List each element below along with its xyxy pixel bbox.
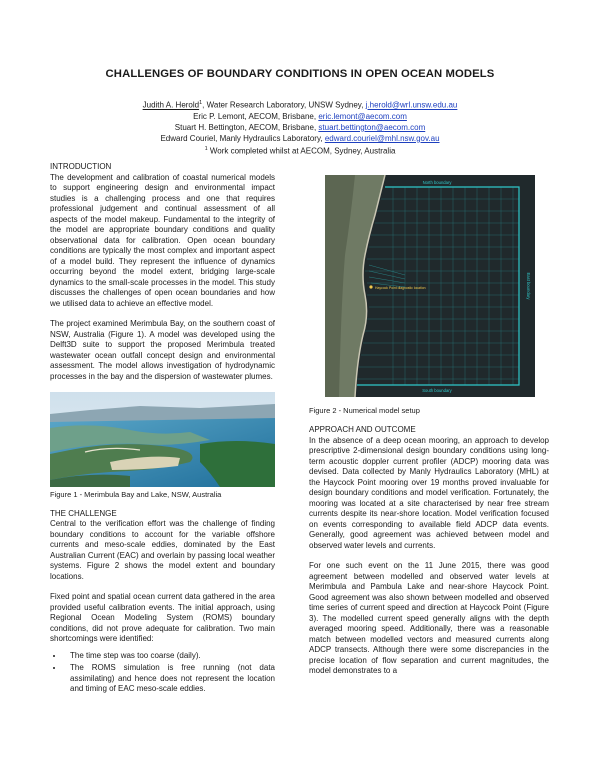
author-org: Stuart H. Bettington, AECOM, Brisbane, bbox=[174, 122, 319, 132]
intro-paragraph-2: The project examined Merimbula Bay, on the southern coast of NSW, Australia (Figure 1). A model was developed using the Delft3D suite to support the proposed Merimbula treated wastewater ocean outfall concept design and environmental assessment. The model allows investigation of hydrodynamic processes in the bay and the dispersion of wastewater plumes. bbox=[50, 319, 275, 381]
shortcomings-list bbox=[50, 651, 275, 695]
north-boundary-label: North boundary bbox=[422, 180, 452, 185]
list-item: • The ROMS simulation is free running (not data assimilating) and hence does not represent the location and timing of EAC meso-scale eddies. bbox=[64, 663, 275, 695]
figure-2-caption: Figure 2 - Numerical model setup bbox=[309, 406, 420, 415]
left-column bbox=[50, 162, 275, 697]
figure-2-model-map bbox=[325, 175, 535, 397]
author-email-link[interactable]: j.herold@wrl.unsw.edu.au bbox=[365, 100, 458, 110]
east-boundary-label: East boundary bbox=[526, 272, 531, 300]
author-line-4 bbox=[0, 133, 600, 144]
challenge-paragraph-2: Fixed point and spatial ocean current data gathered in the area provided useful calibration events. The initial approach, using Regional Ocean Modeling System (ROMS) boundary conditions, did not prove adequate for calibration. Two main shortcomings were identified: bbox=[50, 592, 275, 643]
footnote-marker: 1 bbox=[204, 145, 208, 152]
paper-title: CHALLENGES OF BOUNDARY CONDITIONS IN OPEN OCEAN MODELS bbox=[105, 68, 495, 80]
author-org: Edward Couriel, Manly Hydraulics Laboratory, bbox=[160, 133, 325, 143]
author-email-link[interactable]: stuart.bettington@aecom.com bbox=[318, 122, 426, 132]
author-email-link[interactable]: eric.lemont@aecom.com bbox=[318, 111, 407, 121]
author-line-2 bbox=[0, 111, 600, 122]
author-name: Judith A. Herold bbox=[142, 100, 200, 110]
author-org: , Water Research Laboratory, UNSW Sydney, bbox=[202, 100, 366, 110]
author-org: Eric P. Lemont, AECOM, Brisbane, bbox=[193, 111, 319, 121]
challenge-paragraph-1: Central to the verification effort was the challenge of finding boundary conditions to account for the variable offshore currents and meso-scale eddies, dominated by the East Australian Current (EAC) and overlain by passing local weather systems. Figure 2 shows the model extent and boundary locations. bbox=[50, 519, 275, 581]
haycock-point-label: Haycock Point diagnostic location bbox=[375, 286, 426, 290]
section-heading-introduction: INTRODUCTION bbox=[50, 162, 112, 171]
author-line-3 bbox=[0, 122, 600, 133]
author-affil-marker: 1 bbox=[199, 100, 203, 106]
approach-paragraph-2: For one such event on the 11 June 2015, there was good agreement between modelled and observed water levels at Merimbula and Pambula Lake and near-shore Haycock Point. Good agreement was also shown between modelled and observed time series of current speed and direction at Haycock Point (Figure 3). The modelled current speed generally aligns with the depth averaged mooring speed. Additionally, there was a reasonable match between modelled vectors and measured currents along ADCP transects. Although there were some discrepancies in the precise location of flow separation and current magnitudes, the model demonstrates to a bbox=[309, 561, 549, 675]
author-email-link[interactable]: edward.couriel@mhl.nsw.gov.au bbox=[324, 133, 440, 143]
section-heading-approach: APPROACH AND OUTCOME bbox=[309, 425, 416, 434]
approach-paragraph-1: In the absence of a deep ocean mooring, an approach to develop prescriptive 2-dimensional design boundary conditions using long-term acoustic doppler current profiler (ADCP) mooring data was devised. Data collected by Manly Hydraulics Laboratory (MHL) at the Haycock Point mooring over 19 months proved invaluable for design boundary conditions and model verification. Fortunately, the mooring was located at a site characterised by near free stream currents despite its near-shore location. Model verification focused on events corresponding to available field ADCP data events. Generally, good agreement was achieved between model and observed water levels and currents. bbox=[309, 435, 549, 550]
section-heading-challenge: THE CHALLENGE bbox=[50, 508, 117, 518]
author-footnote bbox=[0, 144, 600, 157]
figure-1-caption: Figure 1 - Merimbula Bay and Lake, NSW, Australia bbox=[50, 490, 222, 499]
author-block bbox=[0, 98, 600, 156]
south-boundary-label: South boundary bbox=[422, 388, 452, 393]
intro-paragraph-1: The development and calibration of coastal numerical models to support engineering design and environmental impact studies is a challenging process and one that requires professional judgement and continual assessment of all aspects of the model makeup. Fundamental to the integrity of the model are appropriate boundary conditions and quality observational data for calibration. Open ocean boundary conditions are typically the most complex and important aspect of a model build. They represent the influence of dynamics occurring beyond the model extent, bridging large-scale dynamics to the small-scale processes in the model. This study discusses the challenges of open ocean boundaries and how we utilised data to achieve an effective model. bbox=[50, 172, 275, 308]
haycock-point-marker bbox=[369, 285, 372, 288]
right-column bbox=[309, 425, 549, 687]
list-item: • The time step was too coarse (daily). bbox=[64, 651, 275, 662]
figure-1-photo bbox=[50, 392, 275, 487]
author-line-1 bbox=[0, 98, 600, 111]
footnote-text: Work completed whilst at AECOM, Sydney, Australia bbox=[207, 146, 396, 156]
